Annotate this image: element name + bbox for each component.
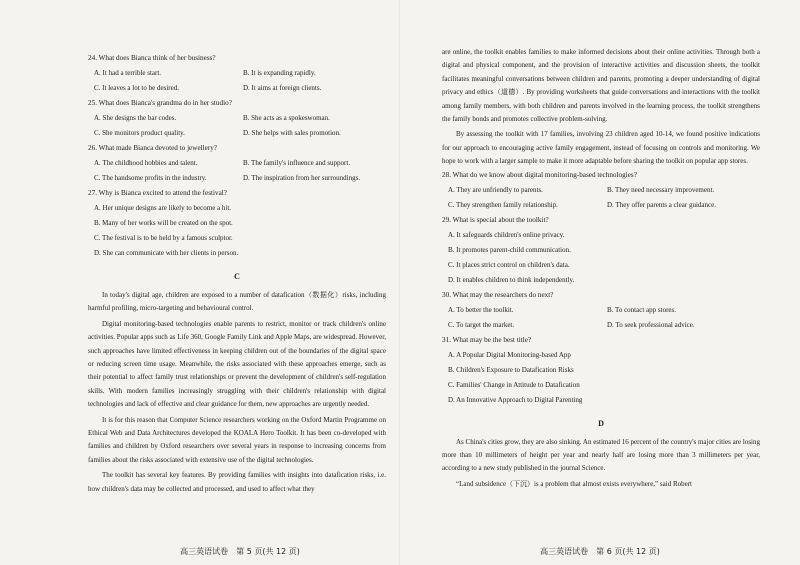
passage-paragraph: The toolkit has several key features. By providing families with insights into datafication risks, i.e. how children's data may be collected and processed, and used to affect what they [88, 471, 386, 493]
question-text: 30. What may the researchers do next? [442, 290, 554, 299]
option-c: C. It places strict control on children's data. [448, 260, 570, 269]
passage-paragraph: “Land subsidence（下沉）is a problem that almost exists everywhere,” said Robert [456, 479, 692, 488]
option-d: D. It enables children to think independently. [448, 275, 575, 284]
question-text: 24. What does Bianca think of her business? [88, 54, 216, 62]
option-d: D. She helps with sales promotion. [243, 129, 341, 137]
question-24 [88, 54, 386, 93]
option-d: D. She can communicate with her clients in person. [94, 249, 239, 257]
passage-paragraph: Digital monitoring-based technologies enable parents to restrict, monitor or track children's online activities. Popular apps such as Life 360, Google Family Link and Apple Maps, are widespread. However, such approaches have limited effectiveness in keeping children out of the boundaries of the digital space or reducing screen time usage. Meanwhile, the risks associated with these approaches emerge, such as their potential to affect family trust relationships or prevent the development of children's self-regulation skills. With modern families increasingly struggling with their children's relationship with digital technologies and lack of effective and clear guidance for them, new approaches are urgently needed. [88, 319, 386, 409]
option-d: D. The inspiration from her surroundings. [243, 174, 361, 182]
passage-paragraph: As China's cities grow, they are also sinking. An estimated 16 percent of the country's major cities are losing more than 10 millimeters of height per year and nearly half are losing more than 3 millimeters per year, according to a new study published in the journal Science. [442, 437, 760, 473]
passage-paragraph: In today's digital age, children are exposed to a number of datafication（数据化）risks, including harmful profiling, micro-targeting and behavioural control. [88, 291, 386, 313]
option-a: A. To better the toolkit. [448, 305, 514, 314]
option-a: A. She designs the bar codes. [94, 114, 177, 122]
option-c: C. Families' Change in Attitude to Datafication [448, 380, 580, 389]
option-a: A. It had a terrible start. [94, 69, 162, 77]
question-text: 25. What does Bianca's grandma do in her studio? [88, 99, 232, 107]
question-25 [88, 99, 386, 138]
question-29 [442, 216, 760, 285]
page-footer: 高三英语试卷 第 5 页(共 12 页) [180, 547, 300, 556]
question-text: 27. Why is Bianca excited to attend the festival? [88, 189, 227, 197]
passage-paragraph: It is for this reason that Computer Science researchers working on the Oxford Martin Programme on Ethical Web and Data Architectures developed the KOALA Hero Toolkit. It has been co-developed with families and children by Oxford researchers over several years in response to increasing concerns from families about the risks associated with extensive use of the digital technologies. [88, 415, 386, 464]
option-c: C. They strengthen family relationship. [448, 200, 558, 209]
option-a: A. It safeguards children's online privacy. [448, 230, 565, 239]
question-26 [88, 144, 386, 183]
option-a: A. A Popular Digital Monitoring-based App [448, 350, 571, 359]
option-a: A. Her unique designs are likely to become a hit. [94, 204, 232, 212]
passage-paragraph: By assessing the toolkit with 17 families, involving 23 children aged 10-14, we found positive indications for our approach to encouraging active family engagement, instead of focusing on controls and monitoring. We hope to work with a larger sample to make it more adaptable before sharing the toolkit on popular app stores. [442, 130, 760, 166]
question-text: 29. What is special about the toolkit? [442, 215, 549, 224]
option-b: B. It promotes parent-child communication. [448, 245, 571, 254]
question-30 [442, 291, 760, 330]
passage-d-title: D [598, 418, 604, 428]
question-text: 28. What do we know about digital monitoring-based technologies? [442, 170, 637, 179]
option-b: B. The family's influence and support. [243, 159, 351, 167]
option-d: D. To seek professional advice. [607, 320, 695, 329]
option-b: B. Many of her works will be created on the spot. [94, 219, 233, 227]
option-d: D. An Innovative Approach to Digital Parenting [448, 395, 583, 404]
option-c: C. The handsome profits in the industry. [94, 174, 207, 182]
passage-c-title: C [234, 272, 240, 281]
question-27 [88, 189, 386, 258]
question-text: 31. What may be the best title? [442, 335, 532, 344]
option-a: A. They are unfriendly to parents. [448, 185, 543, 194]
option-b: B. They need necessary improvement. [607, 185, 715, 194]
question-28 [442, 171, 760, 210]
option-b: B. Children's Exposure to Datafication Risks [448, 365, 574, 374]
right-page [400, 0, 800, 565]
option-c: C. To target the market. [448, 320, 515, 329]
option-c: C. It leaves a lot to be desired. [94, 84, 179, 92]
question-31 [442, 336, 760, 405]
option-b: B. It is expanding rapidly. [243, 69, 316, 77]
question-text: 26. What made Bianca devoted to jewellery? [88, 144, 217, 152]
option-a: A. The childhood hobbies and talent. [94, 159, 198, 167]
option-b: B. She acts as a spokeswoman. [243, 114, 330, 122]
option-b: B. To contact app stores. [607, 305, 676, 314]
option-c: C. She monitors product quality. [94, 129, 185, 137]
option-d: D. It aims at foreign clients. [243, 84, 322, 92]
option-d: D. They offer parents a clear guidance. [607, 200, 716, 209]
option-c: C. The festival is to be held by a famous sculptor. [94, 234, 233, 242]
page-footer: 高三英语试卷 第 6 页(共 12 页) [540, 547, 660, 556]
passage-paragraph: are online, the toolkit enables families to make informed decisions about their online activities. Through both a digital and physical component, and the provision of interactive activities and discussion sheets, the toolkit facilitates meaningful conversations between children and parents, promoting a deeper understanding of digital privacy and ethics（道德）. By providing worksheets that guide conversations and interactions with the toolkit among family members, with both children and parents involved in the learning process, the toolkit strengthens the family bonds and promotes collective problem-solving. [442, 48, 760, 124]
